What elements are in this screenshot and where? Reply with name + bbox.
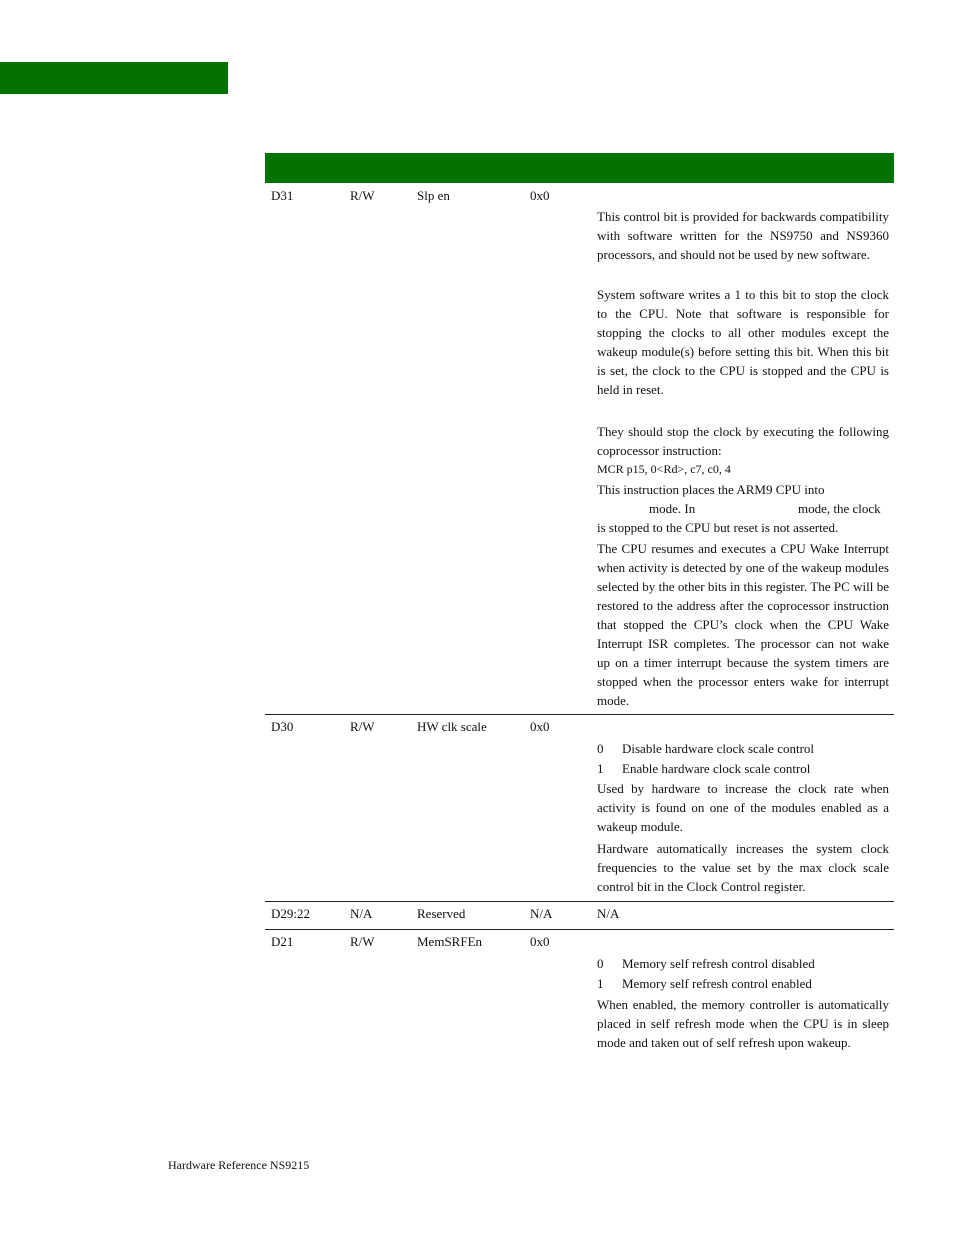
chapter-tab-bar <box>0 62 228 94</box>
row-divider <box>265 901 894 902</box>
reset-cell: N/A <box>530 906 553 921</box>
bit-cell: D21 <box>271 934 294 949</box>
mnemonic-cell: Slp en <box>417 188 450 203</box>
enum-description: Disable hardware clock scale control <box>622 741 815 756</box>
description-paragraph: System software writes a 1 to this bit to stop the clock to the CPU. Note that software is responsible for stopping the clocks to all other modules except the wakeup module(s) before setting this bit. When this bit is set, the clock to the CPU is stopped and the CPU is held in reset. <box>597 287 889 397</box>
access-cell: N/A <box>350 906 373 921</box>
mnemonic-cell: MemSRFEn <box>417 934 483 949</box>
reset-cell: 0x0 <box>530 934 550 949</box>
mnemonic-cell: HW clk scale <box>417 719 487 734</box>
description-line: mode, the clock <box>798 501 881 516</box>
bit-cell: D29:22 <box>271 906 310 921</box>
description-paragraph: They should stop the clock by executing the following coprocessor instruction: <box>597 424 889 458</box>
enum-value: 0 <box>597 741 604 756</box>
table-header-bar <box>265 153 894 183</box>
enum-value: 1 <box>597 976 604 991</box>
access-cell: R/W <box>350 934 375 949</box>
enum-description: Enable hardware clock scale control <box>622 761 811 776</box>
row-divider <box>265 714 894 715</box>
description-paragraph: Used by hardware to increase the clock rate when activity is found on one of the modules enabled as a wakeup module. <box>597 781 889 834</box>
enum-value: 1 <box>597 761 604 776</box>
description-line: This instruction places the ARM9 CPU into <box>597 482 825 497</box>
row-divider <box>265 929 894 930</box>
access-cell: R/W <box>350 188 375 203</box>
mnemonic-cell: Reserved <box>417 906 466 921</box>
enum-value: 0 <box>597 956 604 971</box>
description-paragraph: When enabled, the memory controller is automatically placed in self refresh mode when the CPU is in sleep mode and taken out of self refresh upon wakeup. <box>597 997 889 1050</box>
reset-cell: 0x0 <box>530 188 550 203</box>
bit-cell: D30 <box>271 719 294 734</box>
page-footer: Hardware Reference NS9215 <box>168 1158 310 1172</box>
bit-cell: D31 <box>271 188 294 203</box>
description-line: mode. In <box>649 501 696 516</box>
enum-description: Memory self refresh control disabled <box>622 956 815 971</box>
access-cell: R/W <box>350 719 375 734</box>
description-line: is stopped to the CPU but reset is not asserted. <box>597 520 839 535</box>
description-paragraph: This control bit is provided for backwards compatibility with software written for the NS9750 and NS9360 processors, and should not be used by new software. <box>597 209 889 262</box>
enum-description: Memory self refresh control enabled <box>622 976 812 991</box>
code-instruction: MCR p15, 0<Rd>, c7, c0, 4 <box>597 462 731 476</box>
reset-cell: 0x0 <box>530 719 550 734</box>
description-paragraph: Hardware automatically increases the system clock frequencies to the value set by the max clock scale control bit in the Clock Control register. <box>597 841 889 894</box>
description-paragraph: The CPU resumes and executes a CPU Wake Interrupt when activity is detected by one of the wakeup modules selected by the other bits in this register. The PC will be restored to the address after the coprocessor instruction that stopped the CPU’s clock when the CPU Wake Interrupt ISR completes. The processor can not wake up on a timer interrupt because the system timers are stopped when the processor enters wake for interrupt mode. <box>597 541 889 708</box>
description-text: N/A <box>597 906 620 921</box>
